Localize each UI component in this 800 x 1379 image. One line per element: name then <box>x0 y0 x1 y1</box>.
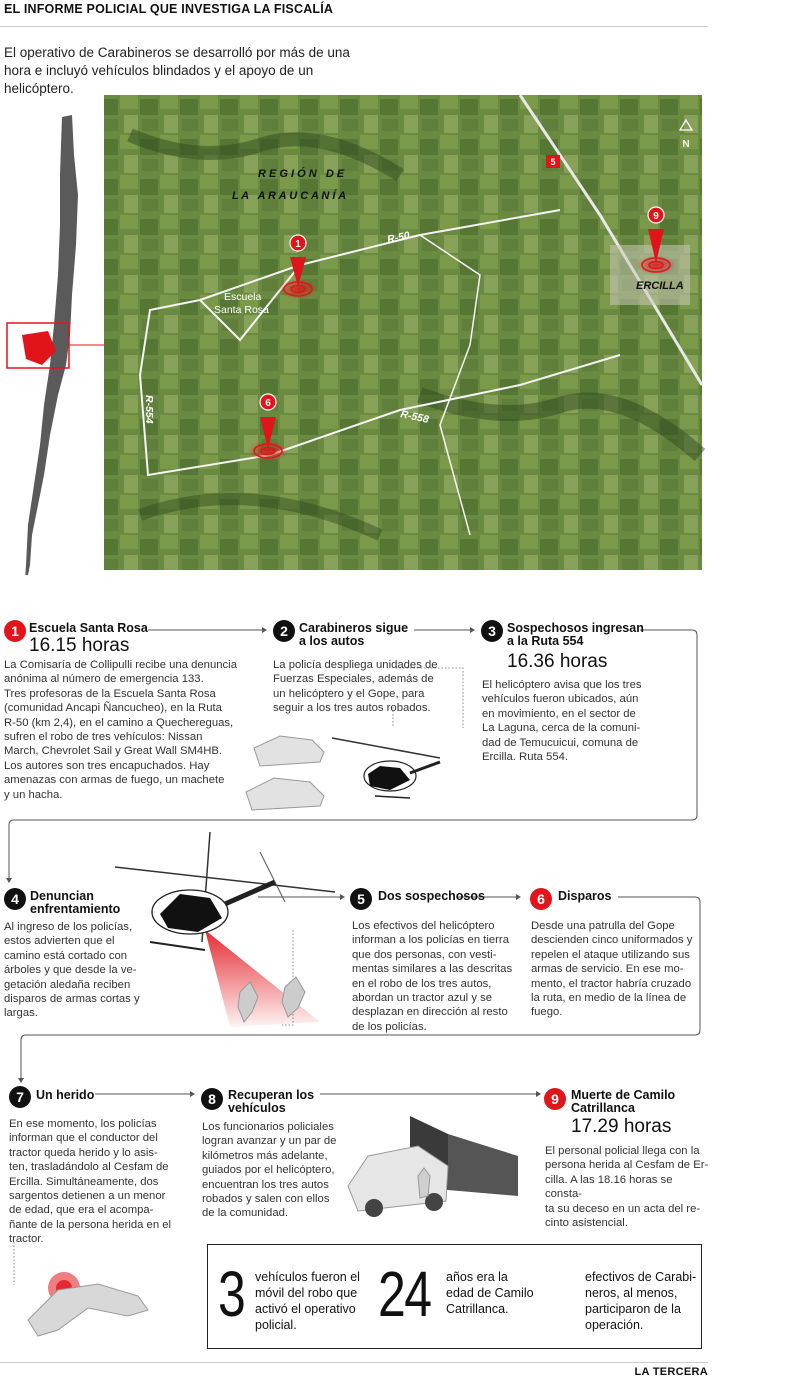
step-9-title: Muerte de Camilo Catrillanca <box>571 1088 676 1115</box>
step-8-body: Los funcionarios policiales logran avanzar y un par de kilómetros más adelante, guiados por el helicóptero, encuentran los tres autos robados y salen con ellos de la comunidad. <box>202 1121 337 1220</box>
step-2-badge: 2 <box>273 620 295 642</box>
step-5-body: Los efectivos del helicóptero informan a los policías en tierra que dos personas, con vesti- mentas similares a las descritas en el robo de los tres autos, abordan un tractor azul y se desplazan en dirección al resto de los policías. <box>352 920 513 1033</box>
svg-text:N: N <box>682 139 690 150</box>
satellite-map <box>104 95 702 570</box>
step-1-badge: 1 <box>4 620 26 642</box>
step-2-title: Carabineros sigue a los autos <box>299 621 409 648</box>
step-7-badge: 7 <box>9 1086 31 1108</box>
stat-1-text: vehículos fueron el móvil del robo que activó el operativo policial. <box>255 1270 360 1332</box>
step-6-body: Desde una patrulla del Gope descienden cinco uniformados y repelen el ataque utilizando sus armas de servicio. En ese mo- mento, el tractor habría cruzado la ruta, en medio de la línea de fuego. <box>531 920 693 1019</box>
step-3-time: 16.36 horas <box>507 651 608 672</box>
cars-helicopter-illustration <box>240 718 455 818</box>
step-5-title: Dos sospechosos <box>378 889 485 903</box>
step-3-badge: 3 <box>481 620 503 642</box>
step-4-badge: 4 <box>4 888 26 910</box>
step-6-badge: 6 <box>530 888 552 910</box>
road-label-r50: R-50 <box>386 229 411 246</box>
step-7-title: Un herido <box>36 1088 95 1102</box>
school-label-line2: Santa Rosa <box>214 304 269 316</box>
step-2-body: La policía despliega unidades de Fuerzas Especiales, además de un helicóptero y el Gope, para seguir a los tres autos robados. <box>273 659 438 715</box>
step-3-body: El helicóptero avisa que los tres vehículos fueron ubicados, aún en movimiento, en el sector de La Laguna, cerca de la comuni- dad de Temucuicui, comuna de Ercilla. Ruta 554. <box>482 679 642 764</box>
school-label-line1: Escuela <box>224 291 262 303</box>
road-label-r554: R-554 <box>143 395 155 424</box>
step-4-body: Al ingreso de los policías, estos advierten que el camino está cortado con árboles y que desde la ve- getación aledaña reciben disparos de armas cortas y largas. <box>4 921 140 1020</box>
map-graphic <box>0 95 710 575</box>
step-3-title: Sospechosos ingresan a la Ruta 554 <box>507 621 644 648</box>
step-9-badge: 9 <box>544 1088 566 1110</box>
step-9-time: 17.29 horas <box>571 1116 672 1137</box>
stat-1-number: 3 <box>218 1258 245 1330</box>
region-label-line1: R E G I Ó N D E <box>258 168 345 180</box>
step-6-title: Disparos <box>558 889 612 903</box>
road-label-r558: R-558 <box>399 408 430 426</box>
step-1-time: 16.15 horas <box>29 635 130 656</box>
stat-3-text: efectivos de Carabi- neros, al menos, participaron de la operación. <box>585 1270 697 1332</box>
helicopter-small-icon <box>332 738 440 798</box>
footer-divider <box>0 1362 708 1363</box>
region-label-line2: L A A R A U C A N Í A <box>232 190 347 202</box>
header-divider <box>0 26 708 27</box>
step-8-badge: 8 <box>201 1088 223 1110</box>
injured-person-illustration <box>18 1260 168 1350</box>
footer-brand: LA TERCERA <box>634 1366 708 1378</box>
svg-text:6: 6 <box>265 398 271 409</box>
intro-text: El operativo de Carabineros se desarrolló por más de una hora e incluyó vehículos blindados y el apoyo de un helicóptero. <box>4 45 350 96</box>
svg-text:1: 1 <box>295 239 301 250</box>
step-8-title: Recuperan los vehículos <box>228 1088 315 1115</box>
step-1-body: La Comisaría de Collipulli recibe una denuncia anónima al número de emergencia 133. Tres profesoras de la Escuela Santa Rosa (comunidad Ancapi Ñancucheo), en la Ruta R-50 (km 2,4), en el camino a Quechereguas, sufren el robo de tres vehículos: Nissan March, Chevrolet Sail y Great Wall SM4HB. Los autores son tres encapuchados. Hay amenazas con armas de fuego, un machete y un hacha. <box>4 659 237 801</box>
step-4-title: Denuncian enfrentamiento <box>30 889 121 916</box>
svg-text:9: 9 <box>653 211 659 222</box>
svg-text:5: 5 <box>550 157 556 167</box>
town-label-ercilla: ERCILLA <box>636 280 684 292</box>
page-title: EL INFORME POLICIAL QUE INVESTIGA LA FISCALÍA <box>4 2 334 16</box>
step-7-body: En ese momento, los policías informan que el conductor del tractor queda herido y lo asis- ten, trasladándolo al Cesfam de Ercilla. Simultáneamente, dos sargentos detienen a un menor de edad, que era el acompa- ñante de la persona herida en el tractor. <box>9 1118 172 1246</box>
step-1-title: Escuela Santa Rosa <box>29 621 148 635</box>
step-5-badge: 5 <box>350 888 372 910</box>
car-barricade-illustration <box>338 1106 528 1226</box>
step-9-body: El personal policial llega con la persona herida al Cesfam de Er- cilla. A las 18.16 horas se consta- ta su deceso en un acta del re- cinto asistencial. <box>545 1145 709 1230</box>
stat-2-text: años era la edad de Camilo Catrillanca. <box>446 1270 534 1316</box>
stat-2-number: 24 <box>378 1258 431 1330</box>
